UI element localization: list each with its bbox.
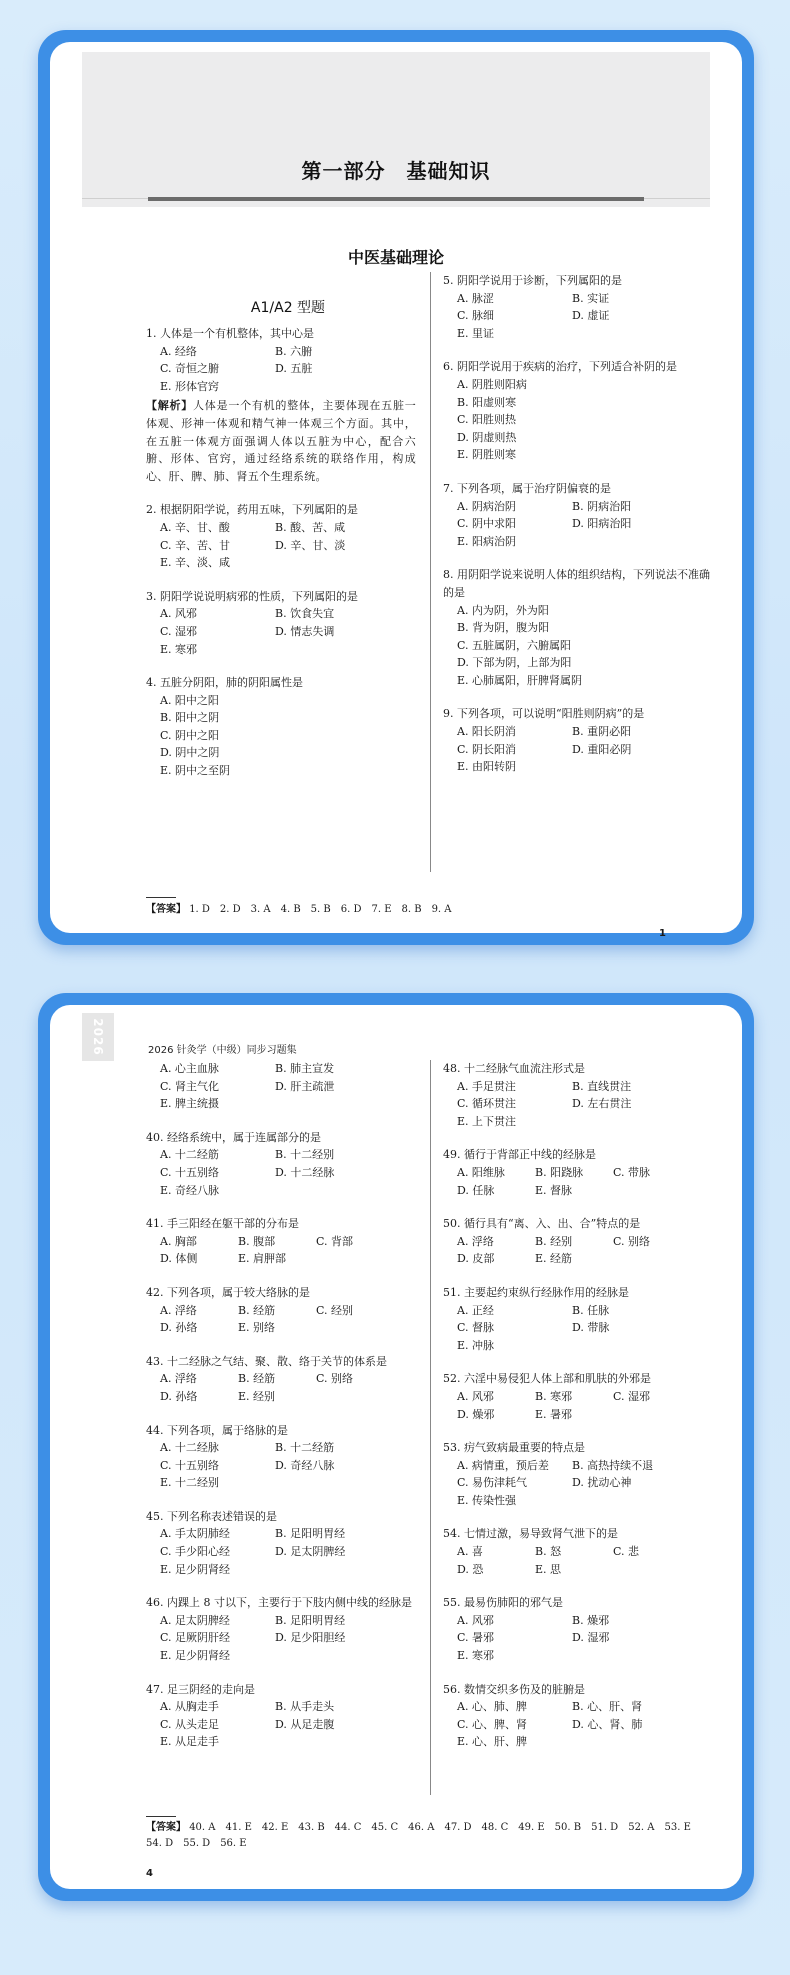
option: C. 心、脾、肾 bbox=[457, 1717, 528, 1731]
question-stem: 49. 循行于背部正中线的经脉是 bbox=[443, 1148, 596, 1162]
question-stem: 2. 根据阴阳学说，药用五味，下列属阳的是 bbox=[146, 503, 358, 517]
question-stem: 52. 六淫中易侵犯人体上部和肌肤的外邪是 bbox=[443, 1372, 651, 1386]
option: A. 风邪 bbox=[457, 1613, 494, 1627]
option-list bbox=[146, 519, 416, 572]
option-list bbox=[146, 692, 416, 780]
page-frame-2 bbox=[38, 993, 754, 1901]
option: C. 十五别络 bbox=[160, 1458, 220, 1472]
question bbox=[146, 1284, 418, 1337]
option: C. 督脉 bbox=[457, 1321, 495, 1335]
option-list bbox=[146, 1370, 418, 1405]
question bbox=[146, 1353, 418, 1406]
option: A. 十二经筋 bbox=[160, 1148, 219, 1162]
answer-key-values: 40. A 41. E 42. E 43. B 44. C 45. C 46. A 47. D 48. C 49. E 50. B 51. D 52. A 53. E 54. D 55. D 56. E bbox=[146, 1822, 701, 1849]
option: A. 阳长阴消 bbox=[457, 725, 516, 739]
question bbox=[443, 1284, 715, 1354]
option: D. 肝主疏泄 bbox=[275, 1079, 335, 1093]
option: E. 阴胜则寒 bbox=[457, 448, 517, 462]
option: E. 足少阴肾经 bbox=[160, 1649, 231, 1663]
column-divider bbox=[430, 272, 431, 872]
option: E. 寒邪 bbox=[457, 1649, 495, 1663]
option: E. 阳病治阴 bbox=[457, 534, 517, 548]
option: B. 酸、苦、咸 bbox=[275, 520, 346, 534]
option-list bbox=[443, 723, 713, 776]
option: C. 五脏属阴，六腑属阳 bbox=[457, 638, 572, 652]
option: E. 辛、淡、咸 bbox=[160, 556, 231, 570]
option: D. 情志失调 bbox=[275, 624, 335, 638]
option: B. 心、肝、肾 bbox=[572, 1700, 643, 1714]
question bbox=[146, 1508, 418, 1578]
question bbox=[146, 1129, 418, 1199]
option: B. 经别 bbox=[535, 1234, 573, 1248]
option: E. 阴中之至阴 bbox=[160, 764, 231, 778]
option: E. 传染性强 bbox=[457, 1493, 517, 1507]
question bbox=[443, 1594, 715, 1664]
option-list bbox=[146, 1233, 418, 1268]
option: C. 循环贯注 bbox=[457, 1097, 517, 1111]
option: E. 肩胛部 bbox=[238, 1252, 287, 1266]
option: B. 阳中之阴 bbox=[160, 711, 220, 725]
question bbox=[146, 1060, 418, 1113]
option: C. 湿邪 bbox=[613, 1389, 651, 1403]
option: D. 五脏 bbox=[275, 362, 313, 376]
option-list bbox=[443, 1612, 715, 1665]
question bbox=[443, 1439, 715, 1509]
option-list bbox=[443, 1543, 715, 1578]
option: D. 湿邪 bbox=[572, 1631, 610, 1645]
option: A. 心、肺、脾 bbox=[457, 1700, 527, 1714]
option: E. 经筋 bbox=[535, 1252, 573, 1266]
option: C. 阴长阳消 bbox=[457, 742, 517, 756]
option: D. 燥邪 bbox=[457, 1407, 495, 1421]
option: B. 实证 bbox=[572, 291, 610, 305]
option: D. 足太阴脾经 bbox=[275, 1545, 346, 1559]
option: D. 辛、甘、淡 bbox=[275, 538, 346, 552]
option: C. 暑邪 bbox=[457, 1631, 495, 1645]
page-1 bbox=[50, 42, 742, 939]
question-stem: 3. 阴阳学说说明病邪的性质，下列属阳的是 bbox=[146, 589, 358, 603]
option-list bbox=[443, 1698, 715, 1751]
option: B. 阴病治阳 bbox=[572, 499, 632, 513]
question bbox=[146, 1681, 418, 1751]
left-column bbox=[146, 1060, 418, 1767]
option: A. 喜 bbox=[457, 1545, 483, 1559]
question-stem: 46. 内踝上 8 寸以下，主要行于下肢内侧中线的经脉是 bbox=[146, 1596, 412, 1610]
option: B. 直线贯注 bbox=[572, 1079, 632, 1093]
option-list bbox=[443, 1078, 715, 1131]
option-list bbox=[146, 1302, 418, 1337]
question-stem: 43. 十二经脉之气结、聚、散、络于关节的体系是 bbox=[146, 1354, 387, 1368]
option: C. 易伤津耗气 bbox=[457, 1476, 528, 1490]
question-stem: 48. 十二经脉气血流注形式是 bbox=[443, 1062, 585, 1075]
right-column bbox=[443, 1060, 715, 1767]
page-2 bbox=[50, 1005, 742, 1889]
option: E. 从足走手 bbox=[160, 1735, 220, 1749]
option: D. 重阳必阴 bbox=[572, 742, 632, 756]
option: E. 寒邪 bbox=[160, 642, 198, 656]
option: B. 十二经别 bbox=[275, 1148, 335, 1162]
option: E. 足少阴肾经 bbox=[160, 1562, 231, 1576]
option: B. 从手走头 bbox=[275, 1700, 335, 1714]
question-stem: 41. 手三阳经在躯干部的分布是 bbox=[146, 1217, 299, 1231]
question-stem: 1. 人体是一个有机整体，其中心是 bbox=[146, 327, 314, 340]
option: D. 皮部 bbox=[457, 1252, 495, 1266]
option: B. 足阳明胃经 bbox=[275, 1527, 346, 1541]
part-title: 第一部分 基础知识 bbox=[301, 159, 491, 183]
analysis bbox=[146, 397, 416, 485]
option: D. 扰动心神 bbox=[572, 1476, 632, 1490]
option: B. 十二经筋 bbox=[275, 1441, 335, 1455]
question-stem: 45. 下列名称表述错误的是 bbox=[146, 1509, 277, 1523]
option: A. 正经 bbox=[457, 1303, 494, 1317]
option: A. 胸部 bbox=[160, 1234, 197, 1248]
option: B. 怒 bbox=[535, 1545, 562, 1559]
question bbox=[443, 1146, 715, 1199]
page-number: 1 bbox=[659, 928, 666, 939]
question bbox=[146, 1422, 418, 1492]
answer-key-values: 1. D 2. D 3. A 4. B 5. B 6. D 7. E 8. B 9. A bbox=[189, 904, 452, 915]
option: C. 脉细 bbox=[457, 309, 495, 323]
option: E. 由阳转阴 bbox=[457, 760, 517, 774]
option: C. 从头走足 bbox=[160, 1717, 220, 1731]
option-list bbox=[146, 605, 416, 658]
option: C. 湿邪 bbox=[160, 624, 198, 638]
option: D. 阴中之阴 bbox=[160, 746, 220, 760]
option: B. 背为阴，腹为阳 bbox=[457, 621, 550, 635]
option-list bbox=[146, 1612, 418, 1665]
option: E. 暑邪 bbox=[535, 1407, 573, 1421]
question bbox=[146, 588, 416, 658]
question bbox=[443, 1060, 715, 1130]
option: A. 浮络 bbox=[160, 1372, 197, 1386]
option: C. 经别 bbox=[316, 1303, 354, 1317]
year-tab bbox=[82, 1013, 114, 1061]
option: B. 六腑 bbox=[275, 344, 313, 358]
option: E. 别络 bbox=[238, 1321, 276, 1335]
analysis-label: 【解析】 bbox=[146, 399, 194, 413]
question-stem: 56. 数情交织多伤及的脏腑是 bbox=[443, 1682, 585, 1696]
option: D. 心、肾、肺 bbox=[572, 1717, 643, 1731]
option: A. 足太阴脾经 bbox=[160, 1613, 230, 1627]
option: B. 腹部 bbox=[238, 1234, 276, 1248]
option: C. 奇恒之腑 bbox=[160, 362, 220, 376]
option: C. 阴中之阳 bbox=[160, 728, 220, 742]
question bbox=[443, 1525, 715, 1578]
option: A. 风邪 bbox=[457, 1389, 494, 1403]
question-stem: 6. 阴阳学说用于疾病的治疗，下列适合补阴的是 bbox=[443, 360, 677, 374]
option-list bbox=[443, 376, 713, 464]
question-stem: 44. 下列各项，属于络脉的是 bbox=[146, 1423, 288, 1437]
book-title: 2026 针灸学（中级）同步习题集 bbox=[148, 1045, 297, 1056]
option: C. 肾主气化 bbox=[160, 1079, 220, 1093]
option: A. 浮络 bbox=[160, 1303, 197, 1317]
question bbox=[146, 1594, 418, 1664]
option: A. 脉涩 bbox=[457, 291, 494, 305]
question bbox=[443, 272, 713, 342]
option: E. 十二经别 bbox=[160, 1476, 220, 1490]
option: C. 阴中求阳 bbox=[457, 517, 517, 531]
option: D. 阳病治阳 bbox=[572, 517, 632, 531]
option: C. 足厥阴肝经 bbox=[160, 1631, 231, 1645]
option: D. 孙络 bbox=[160, 1389, 198, 1403]
left-column bbox=[146, 325, 416, 796]
question-stem: 40. 经络系统中，属于连属部分的是 bbox=[146, 1130, 321, 1144]
option: E. 经别 bbox=[238, 1389, 276, 1403]
option: E. 奇经八脉 bbox=[160, 1183, 220, 1197]
option: D. 孙络 bbox=[160, 1321, 198, 1335]
option-list bbox=[443, 1302, 715, 1355]
section-title: 中医基础理论 bbox=[347, 248, 444, 267]
column-divider bbox=[430, 1060, 431, 1795]
option: D. 任脉 bbox=[457, 1183, 495, 1197]
option: B. 燥邪 bbox=[572, 1613, 610, 1627]
option: D. 足少阳胆经 bbox=[275, 1631, 346, 1645]
answers-rule bbox=[146, 897, 176, 898]
page-number: 4 bbox=[146, 1868, 153, 1879]
question bbox=[146, 501, 416, 571]
question bbox=[443, 1681, 715, 1751]
option: D. 十二经脉 bbox=[275, 1165, 335, 1179]
answer-key-label: 【答案】 bbox=[146, 1822, 186, 1833]
question-stem: 55. 最易伤肺阳的邪气是 bbox=[443, 1596, 563, 1610]
question-stem: 8. 用阴阳学说来说明人体的组织结构，下列说法不准确的是 bbox=[443, 568, 710, 599]
option: D. 虚证 bbox=[572, 309, 610, 323]
option-list bbox=[146, 1439, 418, 1492]
option: B. 肺主宣发 bbox=[275, 1062, 335, 1075]
question-stem: 42. 下列各项，属于较大络脉的是 bbox=[146, 1285, 310, 1299]
option: A. 十二经脉 bbox=[160, 1441, 219, 1455]
option-list bbox=[443, 1457, 715, 1510]
question-stem: 7. 下列各项，属于治疗阴偏衰的是 bbox=[443, 481, 611, 495]
option: C. 别络 bbox=[316, 1372, 354, 1386]
option-list bbox=[146, 1698, 418, 1751]
option-list bbox=[443, 602, 713, 690]
option-list bbox=[443, 1164, 715, 1199]
option: E. 心肺属阳，肝脾肾属阴 bbox=[457, 673, 583, 687]
option: B. 足阳明胃经 bbox=[275, 1613, 346, 1627]
option: E. 形体官窍 bbox=[160, 379, 220, 393]
option-list bbox=[146, 1146, 418, 1199]
option: B. 寒邪 bbox=[535, 1389, 573, 1403]
option: C. 带脉 bbox=[613, 1165, 651, 1179]
option: E. 冲脉 bbox=[457, 1338, 495, 1352]
analysis-text: 人体是一个有机的整体，主要体现在五脏一体观、形神一体观和精气神一体观三个方面。其中，在五脏一体观方面强调人体以五脏为中心，配合六腑、形体、官窍，通过经络系统的联络作用，构成心、肝、脾、肺、肾五个生理系统。 bbox=[146, 399, 417, 483]
option: B. 饮食失宜 bbox=[275, 607, 335, 621]
question-type-title: A1/A2 型题 bbox=[250, 300, 326, 316]
question-stem: 5. 阴阳学说用于诊断，下列属阳的是 bbox=[443, 274, 622, 287]
right-column bbox=[443, 272, 713, 792]
option-list bbox=[443, 290, 713, 343]
option-list bbox=[146, 1060, 418, 1113]
question-stem: 54. 七情过激，易导致肾气泄下的是 bbox=[443, 1527, 618, 1541]
option: C. 辛、苦、甘 bbox=[160, 538, 231, 552]
option: A. 阴病治阴 bbox=[457, 499, 516, 513]
question bbox=[443, 358, 713, 464]
question-stem: 47. 足三阴经的走向是 bbox=[146, 1682, 255, 1696]
question bbox=[443, 1370, 715, 1423]
option: A. 病情重，预后差 bbox=[457, 1458, 549, 1472]
option: D. 恐 bbox=[457, 1562, 484, 1576]
option: D. 下部为阴，上部为阳 bbox=[457, 656, 572, 670]
question-stem: 9. 下列各项，可以说明“阳胜则阴病”的是 bbox=[443, 707, 645, 721]
option-list bbox=[146, 1525, 418, 1578]
option: C. 别络 bbox=[613, 1234, 651, 1248]
year-tab-label: 2026 bbox=[91, 1018, 105, 1056]
option: A. 阳维脉 bbox=[457, 1165, 505, 1179]
option: C. 手少阳心经 bbox=[160, 1545, 231, 1559]
option: A. 心主血脉 bbox=[160, 1062, 219, 1075]
option: A. 风邪 bbox=[160, 607, 197, 621]
option: B. 阳跷脉 bbox=[535, 1165, 584, 1179]
question-stem: 4. 五脏分阴阳，肺的阴阳属性是 bbox=[146, 676, 303, 690]
header-rule bbox=[148, 197, 644, 201]
option: E. 督脉 bbox=[535, 1183, 573, 1197]
option: D. 奇经八脉 bbox=[275, 1458, 335, 1472]
answers-rule bbox=[146, 1816, 176, 1817]
option: C. 十五别络 bbox=[160, 1165, 220, 1179]
question bbox=[146, 674, 416, 780]
option: D. 左右贯注 bbox=[572, 1097, 632, 1111]
option: A. 手太阴肺经 bbox=[160, 1527, 230, 1541]
question bbox=[443, 566, 713, 689]
option-list bbox=[443, 1388, 715, 1423]
option: A. 阳中之阳 bbox=[160, 693, 219, 707]
question bbox=[443, 480, 713, 550]
option: A. 手足贯注 bbox=[457, 1079, 516, 1093]
question-stem: 53. 疠气致病最重要的特点是 bbox=[443, 1441, 585, 1455]
option: B. 经筋 bbox=[238, 1303, 276, 1317]
option: A. 从胸走手 bbox=[160, 1700, 219, 1714]
option: C. 阳胜则热 bbox=[457, 413, 517, 427]
answer-key bbox=[146, 1820, 706, 1852]
option: D. 体侧 bbox=[160, 1252, 198, 1266]
option: C. 悲 bbox=[613, 1545, 640, 1559]
option: B. 经筋 bbox=[238, 1372, 276, 1386]
option: A. 经络 bbox=[160, 344, 197, 358]
answer-key-label: 【答案】 bbox=[146, 904, 186, 915]
option: E. 心、肝、脾 bbox=[457, 1735, 528, 1749]
question bbox=[146, 1215, 418, 1268]
question bbox=[443, 705, 713, 775]
question bbox=[443, 1215, 715, 1268]
option: E. 上下贯注 bbox=[457, 1114, 517, 1128]
option-list bbox=[443, 498, 713, 551]
option: E. 脾主统摄 bbox=[160, 1097, 220, 1111]
option: A. 浮络 bbox=[457, 1234, 494, 1248]
question-stem: 50. 循行具有“离、入、出、合”特点的是 bbox=[443, 1217, 641, 1231]
option: B. 高热持续不退 bbox=[572, 1458, 654, 1472]
option: A. 辛、甘、酸 bbox=[160, 520, 230, 534]
option: B. 重阴必阳 bbox=[572, 725, 632, 739]
option-list bbox=[443, 1233, 715, 1268]
option: D. 阴虚则热 bbox=[457, 430, 517, 444]
question bbox=[146, 325, 416, 485]
option: E. 里证 bbox=[457, 326, 495, 340]
option: D. 带脉 bbox=[572, 1321, 610, 1335]
answer-key bbox=[146, 902, 706, 918]
option: B. 阳虚则寒 bbox=[457, 395, 517, 409]
option: A. 内为阴，外为阳 bbox=[457, 603, 549, 617]
question-stem: 51. 主要起约束纵行经脉作用的经脉是 bbox=[443, 1285, 629, 1299]
option: C. 背部 bbox=[316, 1234, 354, 1248]
option: A. 阴胜则阳病 bbox=[457, 377, 527, 391]
option: E. 思 bbox=[535, 1562, 562, 1576]
option-list bbox=[146, 343, 416, 396]
page-frame-1 bbox=[38, 30, 754, 945]
option: D. 从足走腹 bbox=[275, 1717, 335, 1731]
option: B. 任脉 bbox=[572, 1303, 610, 1317]
